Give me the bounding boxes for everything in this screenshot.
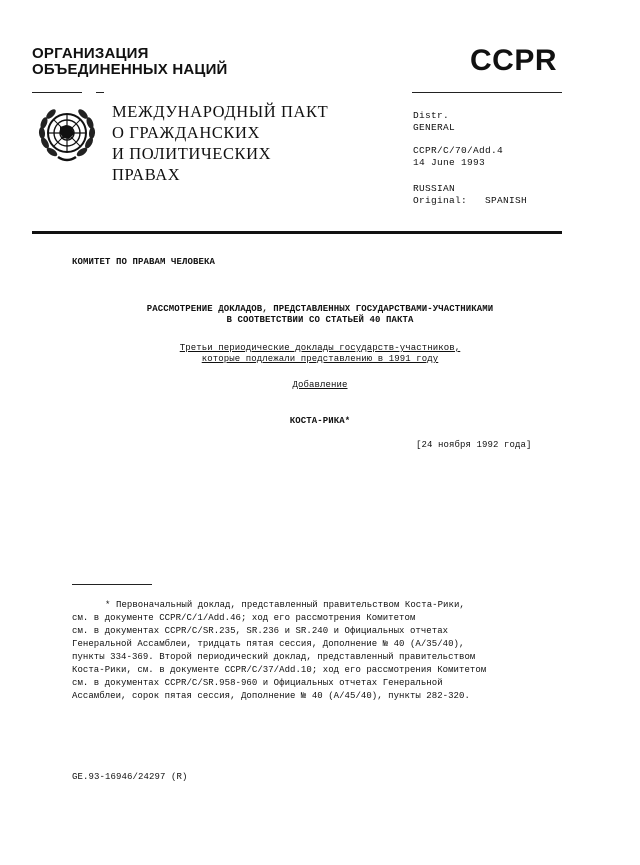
- footnote-line: Генеральной Ассамблеи, тридцать пятая сессия, Дополнение № 40 (A/35/40),: [72, 639, 465, 649]
- original-value: SPANISH: [485, 195, 528, 206]
- footnote-line: см. в документе CCPR/C/1/Add.46; ход его рассмотрения Комитетом: [72, 613, 416, 623]
- country-name: КОСТА-РИКА*: [289, 416, 351, 426]
- report-subheading-line2: которые подлежали представлению в 1991 году: [201, 354, 439, 364]
- footnote-line: [72, 599, 486, 612]
- covenant-title-line2: О ГРАЖДАНСКИХ: [112, 123, 261, 142]
- header-rule-left: [32, 92, 82, 93]
- document-symbol-block: [413, 145, 503, 169]
- footnote-separator: [72, 584, 152, 585]
- footnote-line: пункты 334-369. Второй периодический доклад, представленный правительством: [72, 652, 476, 662]
- document-symbol: CCPR/C/70/Add.4: [413, 145, 504, 156]
- un-emblem-icon: [36, 103, 98, 165]
- distr-value: GENERAL: [413, 122, 456, 133]
- org-name: [32, 46, 228, 78]
- org-name-line1: ОРГАНИЗАЦИЯ: [32, 45, 149, 62]
- addendum-label: Добавление: [292, 380, 348, 390]
- covenant-title-line1: МЕЖДУНАРОДНЫЙ ПАКТ: [112, 102, 329, 121]
- covenant-title: [112, 101, 328, 185]
- distr-label: Distr.: [413, 110, 450, 121]
- covenant-title-line4: ПРАВАХ: [112, 165, 181, 184]
- header-divider: [32, 231, 562, 234]
- footnote-line: см. в документах CCPR/C/SR.235, SR.236 и SR.240 и Официальных отчетах: [72, 626, 449, 636]
- footnote-line-text: Первоначальный доклад, представленный правительством Коста-Рики,: [116, 600, 465, 610]
- report-subheading: [60, 343, 580, 365]
- footnote-line: см. в документах CCPR/C/SR.958-960 и Официальных отчетах Генеральной: [72, 678, 443, 688]
- agenda-heading-line2: В СООТВЕТСТВИИ СО СТАТЬЕЙ 40 ПАКТА: [226, 315, 414, 325]
- report-subheading-line1: Третьи периодические доклады государств-участников,: [179, 343, 461, 353]
- agenda-heading: [60, 304, 580, 326]
- footnote: [72, 599, 486, 703]
- submission-date: [24 ноября 1992 года]: [416, 440, 532, 450]
- original-language-row: [413, 195, 527, 207]
- document-language: RUSSIAN: [413, 183, 456, 194]
- footnote-line: Ассамблеи, сорок пятая сессия, Дополнение № 40 (A/45/40), пункты 282-320.: [72, 691, 470, 701]
- original-label: Original:: [413, 195, 468, 206]
- org-name-line2: ОБЪЕДИНЕННЫХ НАЦИЙ: [32, 61, 228, 78]
- distribution-block: [413, 110, 455, 134]
- header-rule-right: [412, 92, 562, 93]
- footnote-line: Коста-Рики, см. в документе CCPR/C/37/Add.10; ход его рассмотрения Комитетом: [72, 665, 487, 675]
- language-block: [413, 183, 527, 207]
- committee-name: КОМИТЕТ ПО ПРАВАМ ЧЕЛОВЕКА: [72, 257, 216, 267]
- document-date: 14 June 1993: [413, 157, 486, 168]
- footnote-marker: *: [105, 600, 111, 610]
- header-rule-dot: [96, 92, 104, 93]
- agenda-heading-line1: РАССМОТРЕНИЕ ДОКЛАДОВ, ПРЕДСТАВЛЕННЫХ ГОСУДАРСТВАМИ-УЧАСТНИКАМИ: [146, 304, 494, 314]
- series-code: CCPR: [470, 44, 558, 77]
- job-number: GE.93-16946/24297 (R): [72, 772, 188, 782]
- covenant-title-line3: И ПОЛИТИЧЕСКИХ: [112, 144, 272, 163]
